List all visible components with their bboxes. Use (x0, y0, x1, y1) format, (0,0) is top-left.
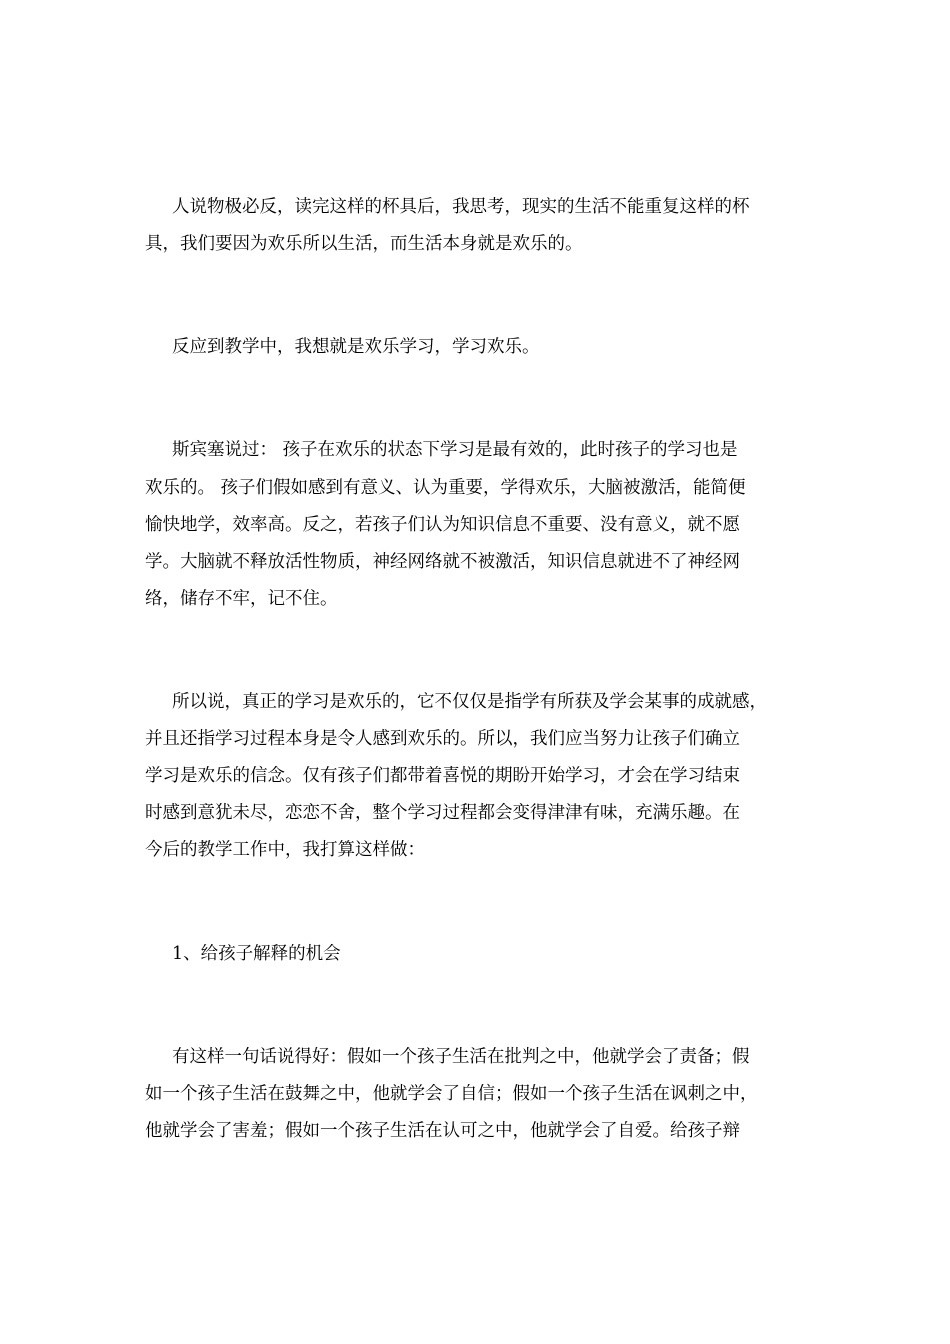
paragraph-line: 反应到教学中，我想就是欢乐学习，学习欢乐。 (172, 337, 540, 357)
paragraph-line: 他就学会了害羞；假如一个孩子生活在认可之中，他就学会了自爱。给孩子辩 (145, 1121, 740, 1141)
paragraph-line: 所以说，真正的学习是欢乐的，它不仅仅是指学有所获及学会某事的成就感， (172, 692, 767, 712)
paragraph-line: 斯宾塞说过： 孩子在欢乐的状态下学习是最有效的，此时孩子的学习也是 (172, 440, 738, 460)
paragraph-line: 愉快地学，效率高。反之，若孩子们认为知识信息不重要、没有意义，就不愿 (145, 515, 740, 535)
paragraph-line: 并且还指学习过程本身是令人感到欢乐的。所以，我们应当努力让孩子们确立 (145, 729, 740, 749)
paragraph-line: 如一个孩子生活在鼓舞之中，他就学会了自信；假如一个孩子生活在讽刺之中， (145, 1084, 758, 1104)
paragraph-line: 具，我们要因为欢乐所以生活，而生活本身就是欢乐的。 (145, 234, 583, 254)
paragraph-line: 有这样一句话说得好：假如一个孩子生活在批判之中，他就学会了责备；假 (172, 1047, 750, 1067)
paragraph-line: 时感到意犹未尽，恋恋不舍，整个学习过程都会变得津津有味，充满乐趣。在 (145, 803, 740, 823)
paragraph-line: 学。大脑就不释放活性物质，神经网络就不被激活，知识信息就进不了神经网 (145, 552, 740, 572)
section-heading-text: 1、给孩子解释的机会 (172, 944, 341, 964)
paragraph-line: 今后的教学工作中，我打算这样做： (145, 840, 425, 860)
paragraph-line: 人说物极必反，读完这样的杯具后，我思考，现实的生活不能重复这样的杯 (172, 197, 750, 217)
paragraph-line: 学习是欢乐的信念。仅有孩子们都带着喜悦的期盼开始学习，才会在学习结束 (145, 766, 740, 786)
paragraph-line: 络，储存不牢，记不住。 (145, 589, 338, 609)
paragraph-line: 欢乐的。 孩子们假如感到有意义、认为重要，学得欢乐，大脑被激活，能简便 (145, 478, 746, 498)
